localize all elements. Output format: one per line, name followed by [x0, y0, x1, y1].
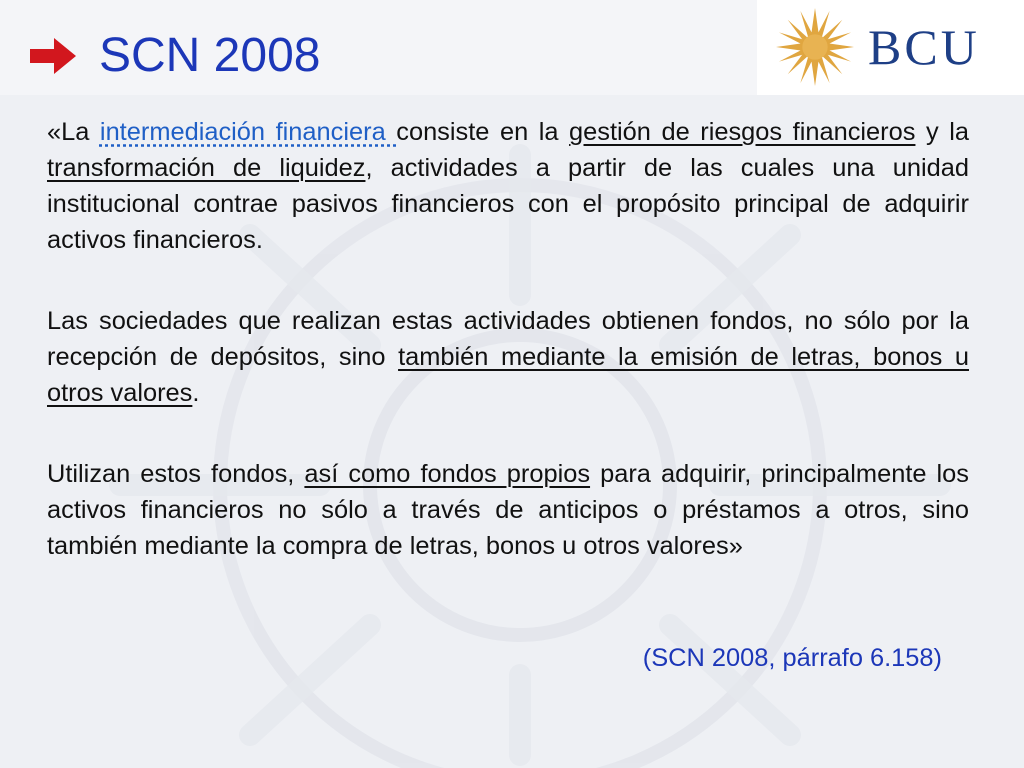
paragraph-text: consiste en la [396, 118, 570, 146]
paragraph-text: Las sociedades que realizan estas actividades obtienen fondos, no sólo por la recepción de depósitos, sino [47, 307, 969, 371]
slide-body [47, 114, 969, 609]
paragraph-funding [47, 303, 969, 411]
sun-logo-icon [776, 8, 854, 86]
paragraph-definition [47, 114, 969, 258]
paragraph-text: Utilizan estos fondos, [47, 460, 305, 488]
paragraph-text: , actividades a partir de las cuales una unidad institucional contrae pasivos financieros con el propósito principal de adquirir activos financieros. [47, 154, 969, 254]
underlined-text-securities: también mediante la emisión de letras, bonos u otros valores [47, 343, 969, 407]
logo-text: BCU [868, 19, 980, 75]
paragraph-text: La [61, 118, 100, 146]
underlined-term-liquidity: transformación de liquidez [47, 154, 366, 182]
paragraph-text: y la [915, 118, 970, 146]
close-quote: » [728, 532, 743, 560]
citation: (SCN 2008, párrafo 6.158) [642, 644, 942, 672]
underlined-text-own-funds: así como fondos propios [304, 460, 591, 488]
slide-title: SCN 2008 [99, 29, 321, 82]
right-arrow-icon [30, 36, 78, 76]
paragraph-text: para adquirir, principalmente los activos financieros no sólo a través de anticipos o préstamos a otros, sino también mediante la compra de letras, bonos u otros valores [47, 460, 970, 560]
underlined-term-risk: gestión de riesgos financieros [569, 118, 916, 146]
term-link-intermediacion[interactable]: intermediación financiera [99, 118, 397, 146]
paragraph-uses [47, 456, 969, 564]
paragraph-text: . [192, 379, 200, 407]
open-quote: « [47, 118, 62, 146]
